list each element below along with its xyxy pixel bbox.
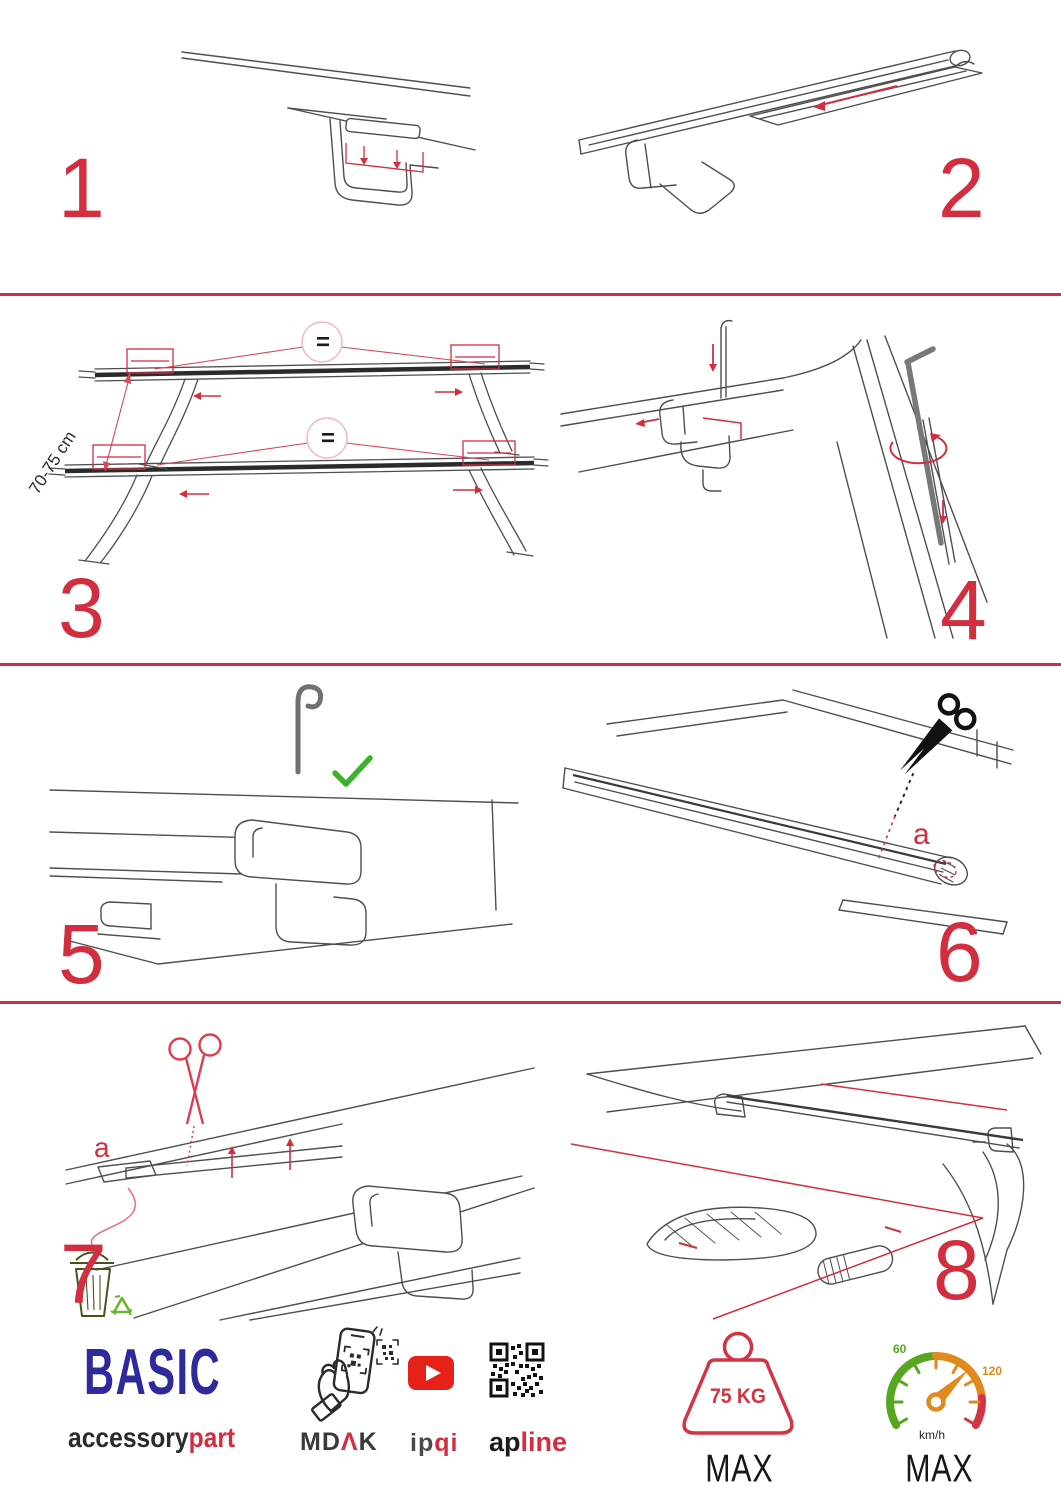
hex-key-vertical — [298, 687, 321, 772]
step-number-4: 4 — [940, 563, 987, 657]
step3-illustration — [35, 312, 545, 562]
step-number-8: 8 — [933, 1223, 980, 1317]
equal-spacing-symbol-1: = — [315, 329, 330, 356]
youtube-icon — [408, 1356, 454, 1390]
scissors-icon — [887, 692, 978, 786]
recycle-icon — [111, 1296, 131, 1315]
step-number-6: 6 — [936, 905, 983, 999]
step7-illustration — [40, 1018, 540, 1320]
qr-code-icon — [489, 1342, 545, 1398]
step1-insert-arrows — [346, 143, 423, 172]
step5-illustration — [40, 672, 530, 1002]
phone-scan-qr-icon — [303, 1324, 403, 1420]
section-divider-2 — [0, 663, 1061, 666]
mdak-logo: MDΛK — [300, 1428, 378, 1456]
section-divider-1 — [0, 293, 1061, 296]
max-weight-label: MAX — [705, 1446, 774, 1490]
step-number-5: 5 — [58, 907, 105, 1001]
part-a-label-step7: a — [94, 1132, 110, 1163]
brand-sub-black: accessory — [68, 1422, 189, 1453]
max-weight-icon — [663, 1330, 813, 1437]
max-speed-label: MAX — [905, 1446, 974, 1490]
section-divider-3 — [0, 1001, 1061, 1004]
brand-logo-accessorypart — [68, 1424, 235, 1452]
part-a-label-step6: a — [913, 818, 930, 851]
lift-arrows — [232, 1142, 290, 1178]
speed-high-label: 120 — [982, 1364, 1003, 1378]
cut-line — [878, 816, 895, 860]
step-number-3: 3 — [58, 561, 105, 655]
step-number-1: 1 — [58, 141, 105, 235]
step-number-2: 2 — [938, 141, 985, 235]
max-weight-value: 75 KG — [710, 1385, 766, 1408]
hex-key — [907, 349, 941, 543]
check-icon — [335, 758, 370, 784]
step-number-7: 7 — [60, 1227, 107, 1321]
apline-logo: apline — [489, 1427, 568, 1457]
speed-low-label: 60 — [893, 1342, 907, 1356]
bar-distance-label: 70-75 cm — [25, 427, 80, 498]
brand-logo-basic: BASIC — [84, 1335, 222, 1409]
speed-unit-label: km/h — [919, 1428, 946, 1442]
dimension-boxes — [93, 345, 515, 469]
ipqi-logo: ipqi — [410, 1429, 459, 1457]
brand-sub-red: part — [188, 1422, 236, 1453]
step1-illustration — [140, 22, 470, 237]
equal-spacing-symbol-2: = — [320, 425, 335, 452]
